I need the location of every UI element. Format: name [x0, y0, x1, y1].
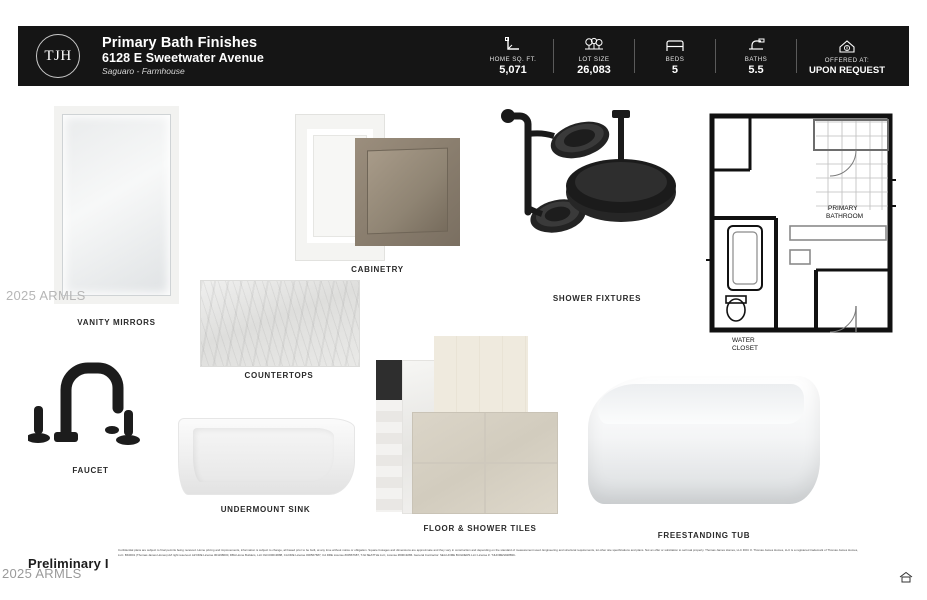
- mirror-glass: [62, 114, 171, 296]
- tub-rim: [598, 384, 804, 424]
- plan-closet-label-2: CLOSET: [732, 345, 759, 352]
- spec-value: 26,083: [577, 64, 611, 76]
- spec-beds: [635, 36, 715, 76]
- caption-vanity-mirrors: VANITY MIRRORS: [77, 318, 156, 327]
- faucet-icon: [746, 36, 766, 53]
- tub-body: [588, 376, 820, 504]
- cabinet-door-bronze: [355, 138, 460, 246]
- caption-freestanding-tub: FREESTANDING TUB: [657, 531, 751, 540]
- plan-room-label-1: PRIMARY: [828, 205, 858, 212]
- spec-offered-at: [797, 37, 897, 76]
- faucet-image: [28, 332, 153, 452]
- spec-value: UPON REQUEST: [808, 64, 885, 76]
- brand-logo: [36, 34, 80, 78]
- ruler-icon: [504, 36, 522, 53]
- spec-label: HOME SQ. FT.: [489, 56, 537, 63]
- tile-samples-image: [376, 336, 584, 512]
- spec-label: OFFERED AT:: [824, 56, 870, 64]
- faucet-svg: [28, 332, 153, 452]
- floor-plan-svg: [706, 110, 896, 360]
- caption-countertops: COUNTERTOPS: [244, 371, 314, 380]
- caption-floor-shower-tiles: FLOOR & SHOWER TILES: [423, 524, 537, 533]
- vanity-mirror-image: [54, 106, 179, 304]
- tile-beige-field: [412, 412, 558, 514]
- spec-strip: [473, 33, 909, 79]
- plan-subtitle: Saguaro - Farmhouse: [102, 66, 185, 77]
- brand-logo-text: TJH: [44, 47, 72, 64]
- tile-plank-strip: [376, 400, 402, 512]
- countertop-sample-image: [200, 280, 360, 367]
- spec-label: BATHS: [744, 56, 768, 63]
- legal-disclaimer: Confidential plans are subject to final permits being received. Home pricing and improvements, information is subject to change, all based prior to be built, at any time without notice or obligation. Square footages and dimensions are approximate and they vary in construction and depending on the standard of measurement used. Engineering and structural requirements, lot other site specifications and plans. Not an offer or solicitation to sell real property. Thomas James Homes, LLC ROC #. Thomas James Homes, LLC is a registered trademark of Thomas James Homes, LLC. BK0001 (Thomas James Homes) AZ right reserved. AZ DRE License #01198000, DBA Home Builders, LLC #LIC00019688, CA DRE License #00567687, CA DRE License #00567687, TJH SEATTLE LLC, License #00019286. General Contractor: SEA HOME BUILDERS LLC License #. TJHOMES928830-: [118, 548, 858, 557]
- spec-baths: [716, 36, 796, 76]
- header-bar: [18, 26, 909, 86]
- bed-icon: [665, 36, 685, 53]
- plan-closet-label-1: WATER: [732, 337, 755, 344]
- undermount-sink-image: [178, 418, 355, 495]
- caption-faucet: FAUCET: [72, 466, 109, 475]
- floor-plan-image: [706, 110, 896, 360]
- spec-home-sqft: [473, 36, 553, 76]
- caption-shower-fixtures: SHOWER FIXTURES: [552, 294, 642, 303]
- title-block: [102, 35, 264, 77]
- freestanding-tub-image: [588, 376, 820, 522]
- spec-lot-size: [554, 36, 634, 76]
- tile-cream-stack: [434, 336, 528, 412]
- caption-cabinetry: CABINETRY: [351, 265, 404, 274]
- property-address: 6128 E Sweetwater Avenue: [102, 51, 264, 66]
- sink-basin: [193, 428, 334, 482]
- watermark-primary: 2025 ARMLS: [6, 288, 86, 303]
- spec-value: 5.5: [748, 64, 764, 76]
- plan-room-label-2: BATHROOM: [826, 213, 864, 220]
- lot-trees-icon: [583, 36, 605, 53]
- spec-label: BEDS: [665, 56, 685, 63]
- spec-value: 5,071: [499, 64, 527, 76]
- price-tag-icon: [837, 37, 857, 54]
- caption-undermount-sink: UNDERMOUNT SINK: [220, 505, 311, 514]
- preliminary-label: Preliminary I: [28, 556, 109, 571]
- page-title: Primary Bath Finishes: [102, 35, 258, 52]
- spec-value: 5: [671, 64, 679, 76]
- spec-label: LOT SIZE: [578, 56, 610, 63]
- tile-accent-dark: [376, 360, 402, 400]
- watermark-secondary: 2025 ARMLS: [2, 566, 82, 581]
- equal-housing-icon: [899, 570, 913, 582]
- cabinet-bronze-panel: [367, 148, 448, 235]
- shower-fixtures-image: [494, 104, 690, 279]
- shower-fixtures-svg: [494, 104, 690, 279]
